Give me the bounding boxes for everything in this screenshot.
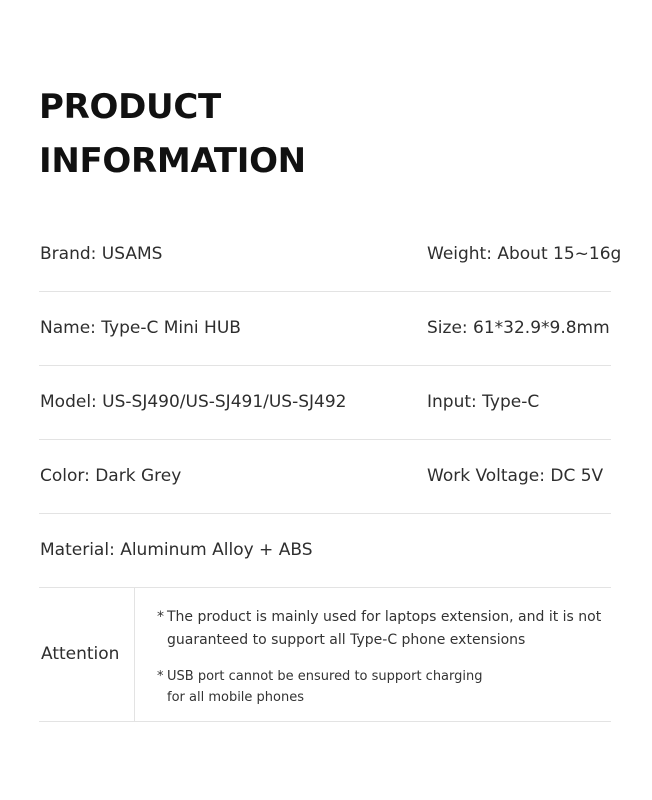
spec-name: Name: Type-C Mini HUB [40,318,241,338]
spec-brand: Brand: USAMS [40,244,163,264]
asterisk-icon: * [157,669,164,684]
spec-size: Size: 61*32.9*9.8mm [427,318,610,338]
attention-note [157,666,502,708]
spec-table [39,218,622,722]
attention-label: Attention [41,644,120,664]
spec-work-voltage: Work Voltage: DC 5V [427,466,604,486]
title-line-product: PRODUCT [39,87,221,127]
attention-note [157,606,602,652]
attention-row [39,588,611,722]
spec-color: Color: Dark Grey [40,466,182,486]
spec-row [39,218,622,292]
page-title [39,80,306,188]
attention-note-text: USB port cannot be ensured to support charging for all mobile phones [167,669,483,705]
spec-material: Material: Aluminum Alloy + ABS [40,540,313,560]
spec-row [39,292,611,366]
spec-model: Model: US-SJ490/US-SJ491/US-SJ492 [40,392,347,412]
attention-divider [134,588,135,721]
asterisk-icon: * [157,609,164,625]
spec-row [39,440,611,514]
spec-row [39,514,611,588]
spec-row [39,366,611,440]
spec-weight: Weight: About 15~16g [427,244,622,264]
spec-input: Input: Type-C [427,392,540,412]
title-line-information: INFORMATION [39,141,306,181]
attention-note-text: The product is mainly used for laptops extension, and it is not guaranteed to support all Type-C phone extensions [167,609,602,648]
